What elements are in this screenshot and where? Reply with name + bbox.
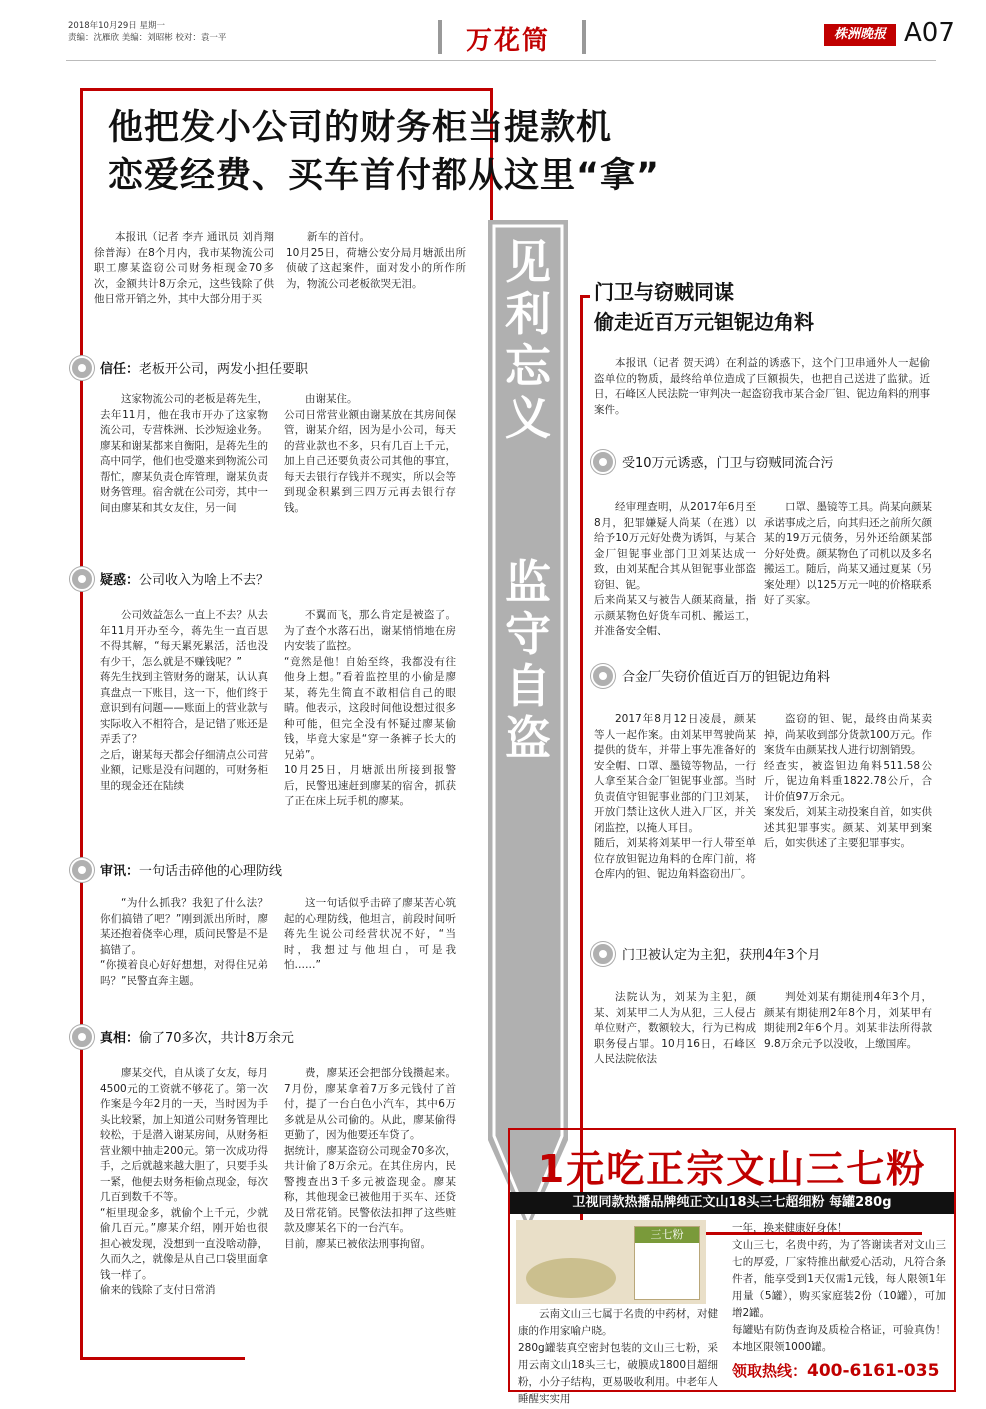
story2-section3-title: 门卫被认定为主犯，获刑4年3个月 — [622, 948, 821, 963]
story2-section2-title: 合金厂失窃价值近百万的钽铌边角料 — [622, 670, 831, 685]
ad-box — [508, 1128, 956, 1405]
section-bullet-icon — [591, 450, 615, 474]
section-kicker: 真相： — [100, 1031, 140, 1046]
section-title-text: 一句话击碎他的心理防线 — [139, 864, 283, 879]
story1-headline-line2: 恋爱经费、买车首付都从这里“拿” — [108, 156, 661, 196]
story1-frame-top — [80, 88, 490, 91]
section-kicker: 审讯： — [100, 864, 140, 879]
story1-section2-heading — [100, 569, 269, 588]
hotline-label: 领取热线： — [732, 1362, 808, 1380]
story2-section2-left: 2017年8月12日凌晨，颜某等人一起作案。由刘某甲驾驶尚某提供的货车，并带上事先准备好的安全帽、口罩、墨镜等物品，一行人拿至某合金厂钽铌事业部。当时负责值守钽铌事业部的门卫刘某，开放门禁让这伙人进入厂区，并关闭监控，以掩人耳目。 随后，刘某将刘某甲一行人带至单位存放钽铌边角料的仓库门前，将仓库内的钽、铌边角料盗窃出厂。 — [594, 713, 756, 880]
header-divider — [582, 20, 586, 54]
story1-section4-heading — [100, 1027, 294, 1046]
story2-section3-left: 法院认为，刘某为主犯，颜某、刘某甲二人为从犯，三人侵占单位财产，数额较大，行为已构成职务侵占罪。10月16日，石峰区人民法院依法 — [594, 991, 756, 1065]
section-title-text: 老板开公司，两发小担任要职 — [139, 362, 309, 377]
story1-section3-left: “为什么抓我？我犯了什么法？你们搞错了吧？”刚到派出所时，廖某还抱着侥幸心理，质问民警是不是搞错了。 “你摸着良心好好想想，对得住兄弟吗？”民警直奔主题。 — [100, 897, 268, 987]
story2-headline-line1: 门卫与窃贼同谋 — [594, 280, 734, 304]
ad-left-text: 云南文山三七属于名贵的中药材，对健康的作用家喻户晓。 280g罐装真空密封包装的文山三七粉，采用云南文山18头三七，破膜成1800目超细粉，小分子结构，更易吸收利用。中老年人睡醒实实用 — [518, 1308, 718, 1405]
header-meta — [68, 20, 226, 44]
story2-headline-line2: 偷走近百万元钽铌边角料 — [594, 310, 814, 334]
story1-headline — [108, 104, 808, 200]
section-bullet-icon — [591, 664, 615, 688]
story1-section1-heading — [100, 358, 308, 377]
section-bullet-icon — [70, 858, 94, 882]
story1-frame-bottom — [80, 1357, 245, 1360]
product-label: 三七粉 — [635, 1227, 699, 1243]
story1-frame-left — [80, 88, 83, 1360]
story1-section1-right: 由谢某住。 公司日常营业额由谢某放在其房间保管，谢某介绍，因为是小公司，每天的营业款也不多，只有几百上千元，加上自己还要负责公司其他的事宜，每天去银行存钱并不现实，所以会等到现金积累到三四万元再去银行存钱。 — [284, 393, 456, 514]
ad-title: 1元吃正宗文山三七粉 — [537, 1147, 927, 1191]
story2-section2-right: 盗窃的钽、铌，最终由尚某卖掉，尚某收到部分货款100万元。作案货车由颜某找人进行切割销毁。 经查实，被盗钽边角料511.58公斤，铌边角料重1822.78公斤，合计价值97万余元。 案发后，刘某主动投案自首，如实供述其犯罪事实。颜某、刘某甲到案后，如实供述了主要犯罪事实。 — [764, 713, 932, 849]
section-kicker: 信任： — [100, 362, 140, 377]
story2-headline — [594, 277, 924, 337]
product-jar-icon — [634, 1226, 700, 1300]
story1-lead-left: 本报讯（记者 李卉 通讯员 刘肖翔 徐普海）在8个月内，我市某物流公司职工廖某盗窃公司财务柜现金70多次，金额共计8万余元，这些钱除了供他日常开销之外，其中大部分用于买 — [94, 231, 274, 305]
ad-subtitle: 卫视同款热播品牌纯正文山18头三七超细粉 每罐280g — [510, 1192, 954, 1214]
story1-lead-right: 新车的首付。 10月25日，荷塘公安分局月塘派出所侦破了这起案件，面对发小的所作所为，物流公司老板欲哭无泪。 — [286, 231, 466, 290]
ad-hotline — [732, 1360, 946, 1381]
page-number: A07 — [904, 18, 955, 48]
section-title-text: 偷了70多次，共计8万余元 — [139, 1031, 294, 1046]
story1-section3-right: 这一句话似乎击碎了廖某苦心筑起的心理防线，他坦言，前段时间听蒋先生说公司经营状况不好，“当时，我想过与他坦白，可是我怕……” — [284, 897, 456, 971]
hotline-number[interactable]: 400-6161-035 — [807, 1361, 940, 1381]
banner-top-text: 见利忘义 — [505, 235, 551, 445]
story2-frame-top — [580, 295, 590, 298]
section-title: 万花筒 — [466, 26, 551, 56]
section-kicker: 疑惑： — [100, 573, 140, 588]
editor-line: 责编：沈雁欣 美编：刘昭彬 校对：袁一平 — [68, 33, 227, 43]
powder-pile-icon — [526, 1258, 616, 1298]
product-image — [516, 1220, 706, 1304]
story1-section2-right: 不翼而飞，那么肯定是被盗了。为了查个水落石出，谢某悄悄地在房内安装了监控。 “竟然是他！自始至终，我都没有往他身上想。”看着监控里的小偷是廖某，蒋先生简直不敢相信自己的眼睛。他表示，这段时间他设想过很多种可能，但完全没有怀疑过廖某偷钱，毕竟大家是“穿一条裤子长大的兄弟”。 10月25日，月塘派出所接到报警后，民警迅速赶到廖某的宿舍，抓获了正在床上玩手机的廖某。 — [284, 609, 456, 807]
section-bullet-icon — [70, 356, 94, 380]
story1-headline-line1: 他把发小公司的财务柜当提款机 — [108, 108, 613, 148]
section-bullet-icon — [591, 942, 615, 966]
header-rule — [66, 60, 936, 61]
story2-section1-left: 经审理查明，从2017年6月至8月，犯罪嫌疑人尚某（在逃）以给予10万元好处费为诱饵，与某合金厂钽铌事业部门卫刘某达成一致，由刘某配合其从钽铌事业部盗窃钽、铌。 后来尚某又与被告人颜某商量，指示颜某物色好货车司机、搬运工，并准备安全帽、 — [594, 501, 756, 637]
section-bullet-icon — [70, 1025, 94, 1049]
story2-frame-left — [580, 295, 583, 1235]
date-line: 2018年10月29日 星期一 — [68, 21, 165, 31]
story1-section4-right: 费，廖某还会把部分钱攒起来。7月份，廖某拿着7万多元钱付了首付，提了一台白色小汽车，其中6万多就是从公司偷的。从此，廖某偷得更勤了，因为他要还车贷了。 据统计，廖某盗窃公司现金70多次，共计偷了8万余元。在其住房内，民警搜查出3千多元被盗现金。廖某称，其他现金已被他用于买车、还贷及日常花销。民警依法扣押了这些赃款及廖某名下的一台汽车。 目前，廖某已被依法刑事拘留。 — [284, 1067, 456, 1250]
story2-lead: 本报讯（记者 贺天鸿）在利益的诱惑下，这个门卫串通外人一起偷盗单位的物质，最终给单位造成了巨额损失，也把自己送进了监狱。近日，石峰区人民法院一审判决一起盗窃我市某合金厂钽、铌边角料的刑事案件。 — [594, 357, 930, 416]
banner-bottom-text: 监守自盗 — [505, 555, 551, 765]
story1-section4-left: 廖某交代，自从谈了女友，每月4500元的工资就不够花了。第一次作案是今年2月的一天，当时因为手头比较紧，加上知道公司财务管理比较松，于是潜入谢某房间，从财务柜营业额中抽走200元。第一次成功得手，之后就越来越大胆了，只要手头一紧，他便去财务柜偷点现金，每次几百到数千不等。 “柜里现金多，就偷个上千元，少就偷几百元。”廖某介绍，刚开始也很担心被发现，没想到一直没啥动静，久而久之，就像是从自己口袋里面拿钱一样了。 偷来的钱除了支付日常消 — [100, 1067, 268, 1296]
story2-section1-title: 受10万元诱惑，门卫与窃贼同流合污 — [622, 456, 834, 471]
story1-section2-left: 公司效益怎么一直上不去？从去年11月开办至今，蒋先生一直百思不得其解，“每天累死累活，活也没有少干，怎么就是不赚钱呢？” 蒋先生找到主管财务的谢某，认认真真盘点一下账目，这一下，他们终于意识到有问题——账面上的营业款与实际收入不相符合，是记错了账还是弄丢了？ 之后，谢某每天都会仔细清点公司营业额，记账是没有问题的，可财务柜里的现金还在陆续 — [100, 609, 268, 792]
story2-section1-right: 口罩、墨镜等工具。尚某向颜某承诺事成之后，向其归还之前所欠颜某的19万元债务，另外还给颜某部分好处费。颜某物色了司机以及多名搬运工。随后，尚某又通过夏某（另案处理）以125万元一吨的价格联系好了买家。 — [764, 501, 932, 606]
story1-section1-left: 这家物流公司的老板是蒋先生，去年11月，他在我市开办了这家物流公司，专营株洲、长沙短途业务。廖某和谢某都来自衡阳，是蒋先生的高中同学，他们也受邀来到物流公司帮忙，廖某负责仓库管理，谢某负责财务管理。宿舍就在公司旁，其中一间由廖某和其女友住，另一间 — [100, 393, 268, 514]
header-divider — [438, 20, 442, 54]
section-bullet-icon — [70, 567, 94, 591]
section-title-text: 公司收入为啥上不去？ — [139, 573, 270, 588]
story2-section3-right: 判处刘某有期徒刑4年3个月，颜某有期徒刑2年8个月，刘某甲有期徒刑2年6个月。刘某非法所得款9.8万余元予以没收，上缴国库。 — [764, 991, 932, 1050]
paper-logo: 株洲晚报 — [824, 24, 896, 46]
story1-section3-heading — [100, 860, 282, 879]
ad-right-text: 一年，换来健康好身体！ 文山三七，名贵中药，为了答谢读者对文山三七的厚爱，厂家特推出献爱心活动，凡符合条件者，能享受到1天仅需1元钱，每人限领1年用量（5罐），购买家庭装2份（10罐），可加增2罐。 每罐贴有防伪查询及质检合格证，可验真伪！本地区限领1000罐。 — [732, 1222, 946, 1353]
